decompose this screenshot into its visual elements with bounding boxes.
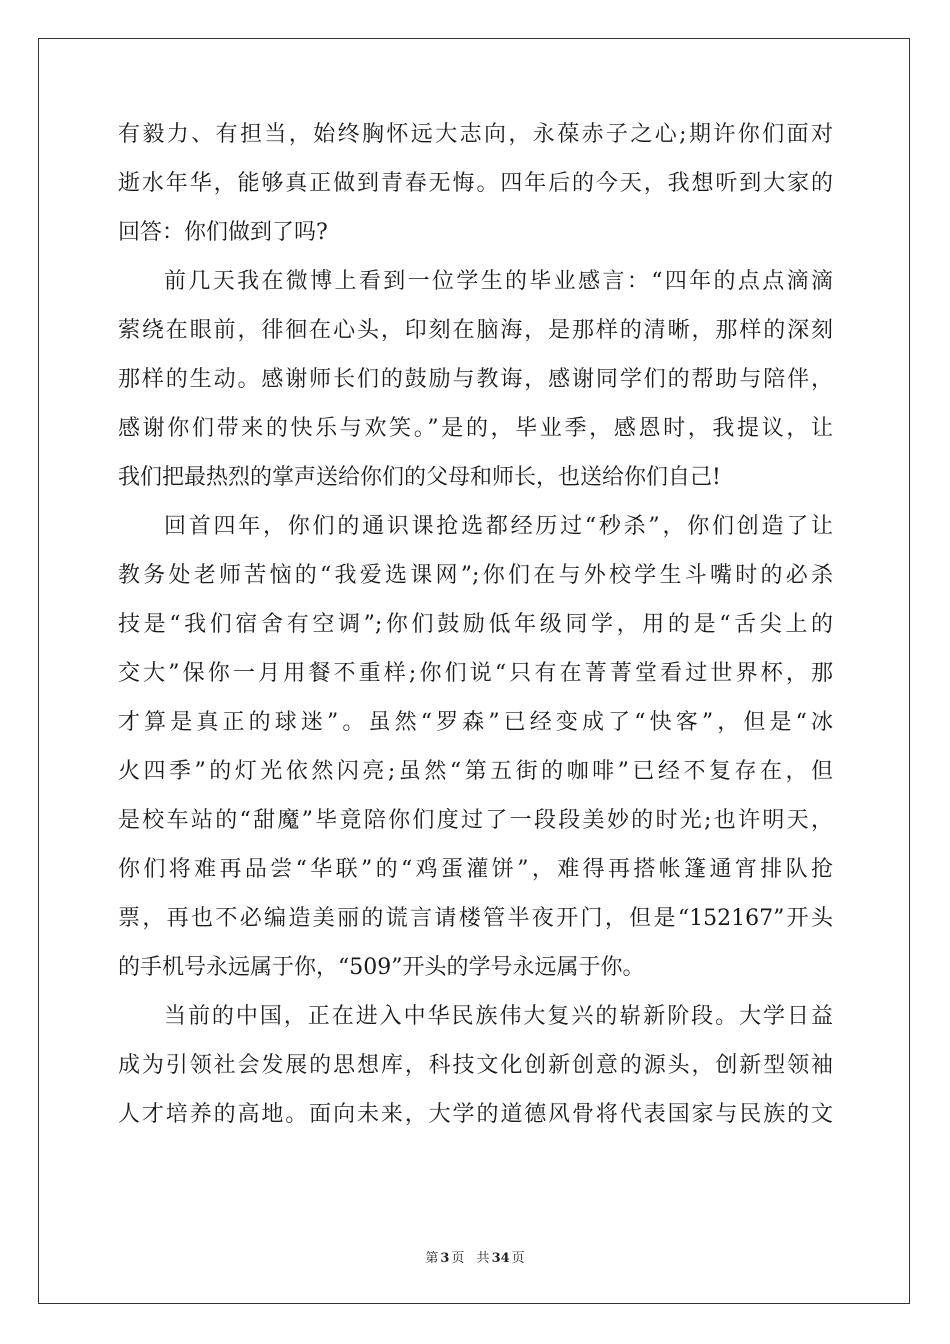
total-pages-label: 共 34 页 bbox=[476, 1251, 525, 1266]
text-line: 技是“我们宿舍有空调”;你们鼓励低年级同学，用的是“舌尖上的 bbox=[118, 612, 833, 637]
text-line: 回答：你们做到了吗? bbox=[118, 220, 328, 245]
text-line: 票，再也不必编造美丽的谎言请楼管半夜开门，但是“152167”开头 bbox=[118, 906, 833, 931]
text-line: 火四季”的灯光依然闪亮;虽然“第五街的咖啡”已经不复存在，但 bbox=[118, 759, 833, 784]
text-line: 当前的中国，正在进入中华民族伟大复兴的崭新阶段。大学日益 bbox=[164, 1004, 833, 1029]
text-line: 逝水年华，能够真正做到青春无悔。四年后的今天，我想听到大家的 bbox=[118, 171, 833, 196]
text-line: 萦绕在眼前，徘徊在心头，印刻在脑海，是那样的清晰，那样的深刻 bbox=[118, 318, 833, 343]
text-line: 那样的生动。感谢师长们的鼓励与教诲，感谢同学们的帮助与陪伴， bbox=[118, 367, 833, 392]
page-number-label: 第 3 页 bbox=[425, 1251, 465, 1266]
text-line: 有毅力、有担当，始终胸怀远大志向，永葆赤子之心;期许你们面对 bbox=[118, 122, 833, 147]
text-line: 回首四年，你们的通识课抢选都经历过“秒杀”，你们创造了让 bbox=[164, 514, 833, 539]
paragraph bbox=[118, 1006, 833, 1127]
text-line: 我们把最热烈的掌声送给你们的父母和师长，也送给你们自己! bbox=[118, 465, 721, 490]
text-line: 人才培养的高地。面向未来，大学的道德风骨将代表国家与民族的文 bbox=[118, 1102, 833, 1127]
text-line: 才算是真正的球迷”。虽然“罗森”已经变成了“快客”，但是“冰 bbox=[118, 710, 833, 735]
page-footer bbox=[0, 1247, 950, 1266]
document-body bbox=[118, 124, 833, 1127]
text-line: 交大”保你一月用餐不重样;你们说“只有在菁菁堂看过世界杯，那 bbox=[118, 661, 833, 686]
text-line: 成为引领社会发展的思想库，科技文化创新创意的源头，创新型领袖 bbox=[118, 1053, 833, 1078]
text-line: 是校车站的“甜魔”毕竟陪你们度过了一段段美妙的时光;也许明天， bbox=[118, 808, 833, 833]
paragraph bbox=[118, 124, 833, 271]
text-line: 的手机号永远属于你，“509”开头的学号永远属于你。 bbox=[118, 955, 645, 980]
text-line: 前几天我在微博上看到一位学生的毕业感言：“四年的点点滴滴 bbox=[164, 269, 833, 294]
paragraph bbox=[118, 271, 833, 516]
text-line: 教务处老师苦恼的“我爱选课网”;你们在与外校学生斗嘴时的必杀 bbox=[118, 563, 833, 588]
paragraph bbox=[118, 516, 833, 1006]
text-line: 你们将难再品尝“华联”的“鸡蛋灌饼”，难得再搭帐篷通宵排队抢 bbox=[118, 857, 833, 882]
text-line: 感谢你们带来的快乐与欢笑。”是的，毕业季，感恩时，我提议，让 bbox=[118, 416, 833, 441]
